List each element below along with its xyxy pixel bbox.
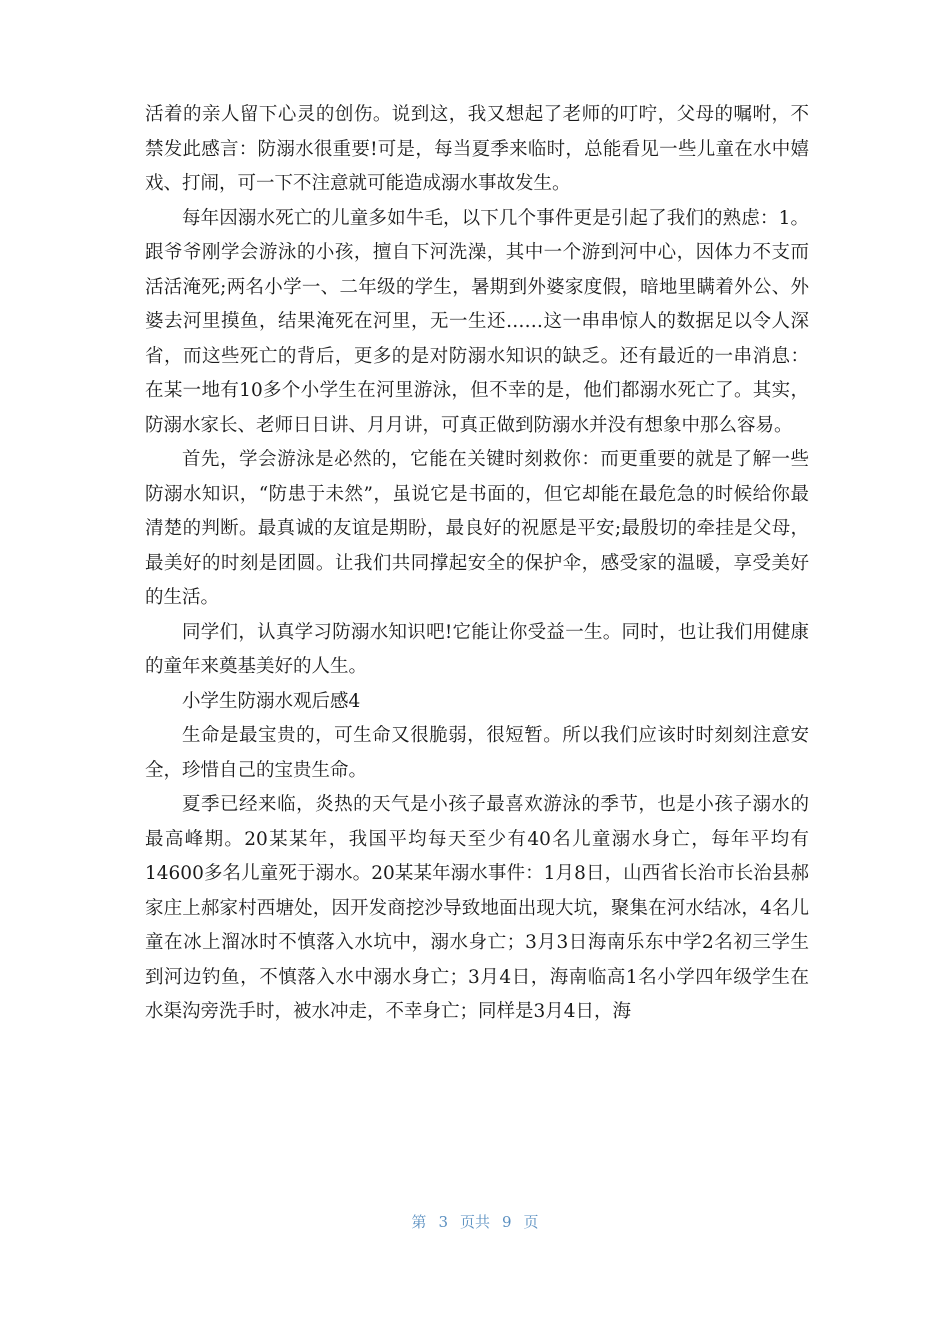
footer-total-pages: 9 (502, 1213, 512, 1231)
paragraph-6: 夏季已经来临，炎热的天气是小孩子最喜欢游泳的季节，也是小孩子溺水的最高峰期。20某某年，我国平均每天至少有40名儿童溺水身亡，每年平均有14600多名儿童死于溺水。20某某年溺水事件：1月8日，山西省长治市长治县郝家庄上郝家村西塘处，因开发商挖沙导致地面出现大坑，聚集在河水结冰，4名儿童在冰上溜冰时不慎落入水坑中，溺水身亡；3月3日海南乐东中学2名初三学生到河边钓鱼，不慎落入水中溺水身亡；3月4日，海南临高1名小学四年级学生在水渠沟旁洗手时，被水冲走，不幸身亡；同样是3月4日，海 (145, 794, 809, 1022)
section-heading: 小学生防溺水观后感4 (182, 690, 361, 712)
document-body (145, 98, 809, 1030)
page-footer (0, 1211, 950, 1232)
paragraph-5: 生命是最宝贵的，可生命又很脆弱，很短暂。所以我们应该时时刻刻注意安全，珍惜自己的宝贵生命。 (145, 725, 809, 781)
footer-word-di: 第 (411, 1213, 427, 1231)
paragraph-1: 活着的亲人留下心灵的创伤。说到这，我又想起了老师的叮咛，父母的嘱咐，不禁发此感言：防溺水很重要!可是，每当夏季来临时，总能看见一些儿童在水中嬉戏、打闹，可一下不注意就可能造成溺水事故发生。 (145, 104, 809, 194)
footer-word-yegong: 页共 (459, 1213, 490, 1231)
paragraph-3: 首先，学会游泳是必然的，它能在关键时刻救你：而更重要的就是了解一些防溺水知识，“防患于未然”，虽说它是书面的，但它却能在最危急的时候给你最清楚的判断。最真诚的友谊是期盼，最良好的祝愿是平安;最殷切的牵挂是父母，最美好的时刻是团圆。让我们共同撑起安全的保护伞，感受家的温暖，享受美好的生活。 (145, 449, 809, 608)
footer-word-ye: 页 (523, 1213, 539, 1231)
paragraph-4: 同学们，认真学习防溺水知识吧!它能让你受益一生。同时，也让我们用健康的童年来奠基美好的人生。 (145, 621, 809, 677)
footer-page-number: 3 (438, 1213, 448, 1231)
paragraph-2: 每年因溺水死亡的儿童多如牛毛，以下几个事件更是引起了我们的熟虑：1。跟爷爷刚学会游泳的小孩，擅自下河洗澡，其中一个游到河中心，因体力不支而活活淹死;两名小学一、二年级的学生，暑期到外婆家度假，暗地里瞒着外公、外婆去河里摸鱼，结果淹死在河里，无一生还……这一串串惊人的数据足以令人深省，而这些死亡的背后，更多的是对防溺水知识的缺乏。还有最近的一串消息：在某一地有10多个小学生在河里游泳，但不幸的是，他们都溺水死亡了。其实，防溺水家长、老师日日讲、月月讲，可真正做到防溺水并没有想象中那么容易。 (145, 207, 809, 436)
